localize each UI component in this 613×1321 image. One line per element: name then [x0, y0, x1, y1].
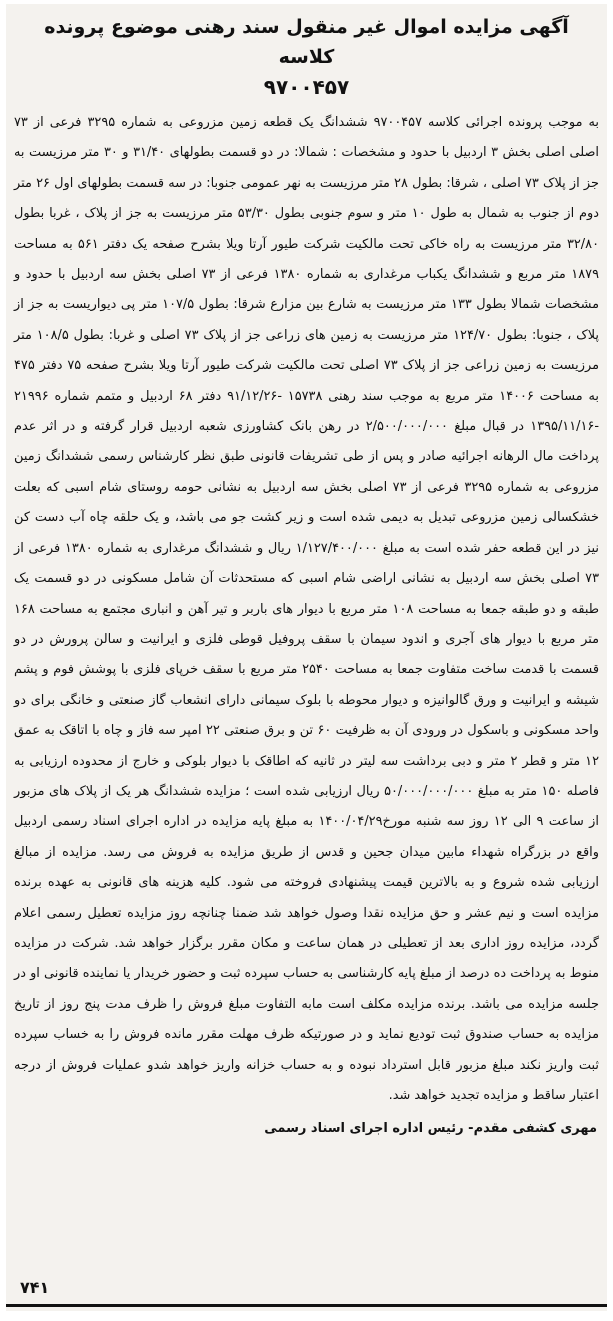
notice-title: آگهی مزایده اموال غیر منقول سند رهنی موضوع پرونده کلاسه [44, 16, 569, 68]
page-number: ۷۴۱ [20, 1278, 50, 1297]
notice-body: به موجب پرونده اجرائی کلاسه ۹۷۰۰۴۵۷ ششدانگ یک قطعه زمین مزروعی به شماره ۳۲۹۵ فرعی از ۷۳ اصلی اصلی بخش ۳ اردبیل با حدود و مشخصات : شمالا: در دو قسمت بطولهای ۳۱/۴۰ و ۳۰ متر مرزیست به جز از پلاک ۷۳ اصلی ، شرقا: بطول ۲۸ متر مرزیست به نهر عمومی جنوبا: در سه قسمت بطولهای اول ۲۶ متر دوم از جنوب به شمال به طول ۱۰ متر و سوم جنوبی بطول ۵۳/۳۰ متر مرزیست به جز از پلاک ، غربا بطول ۳۲/۸۰ متر مرزیست به راه خاکی تحت مالکیت شرکت طیور آرتا ویلا بشرح صفحه یک دفتر ۵۶۱ به مساحت ۱۸۷۹ متر مربع و ششدانگ یکباب مرغداری به شماره ۱۳۸۰ فرعی از ۷۳ اصلی بخش سه اردبیل با حدود و مشخصات شمالا بطول ۱۳۳ متر مرزیست به شارع بین مزارع شرقا: بطول ۱۰۷/۵ متر پی دیواریست به جز از پلاک ، جنوبا: بطول ۱۲۴/۷۰ متر مرزیست به زمین های زراعی جز از پلاک ۷۳ اصلی و غربا: بطول ۱۰۸/۵ متر مرزیست به زمین زراعی جز از پلاک ۷۳ اصلی تحت مالکیت شرکت طیور آرتا ویلا بشرح صفحه ۷۵ دفتر ۴۷۵ به مساحت ۱۴۰۰۶ متر مربع به موجب سند رهنی ۱۵۷۳۸ -۹۱/۱۲/۲۶ دفتر ۶۸ اردبیل و متمم شماره ۲۱۹۹۶ -۱۳۹۵/۱۱/۱۶ در قبال مبلغ ۲/۵۰۰/۰۰۰/۰۰۰ در رهن بانک کشاورزی شعبه اردبیل قرار گرفته و در اثر عدم پرداخت مال الرهانه اجرائیه صادر و پس از طی تشریفات قانونی طبق نظر کارشناس رسمی ششدانگ زمین مزروعی به شماره ۳۲۹۵ فرعی از ۷۳ اصلی بخش سه اردبیل به نشانی حومه روستای شام اسبی که بعلت خشکسالی زمین مزروعی تبدیل به دیمی شده است و زیر کشت جو می باشد، و یک حلقه چاه آب دست کن نیز در این قطعه حفر شده است به مبلغ ۱/۱۲۷/۴۰۰/۰۰۰ ریال و ششدانگ مرغداری به شماره ۱۳۸۰ فرعی از ۷۳ اصلی بخش سه اردبیل به نشانی اراضی شام اسبی که مستحدثات آن شامل مسکونی در دو قسمت یک طبقه و دو طبقه جمعا به مساحت ۱۰۸ متر مربع با دیوار های باربر و تیر آهن و انباری مجتمع به مساحت ۱۶۸ متر مربع با دیوار های آجری و اندود سیمان با سقف پروفیل قوطی فلزی و ایرانیت و سالن پرورش در دو قسمت با قدمت ساخت متفاوت جمعا به مساحت ۲۵۴۰ متر مربع با سقف خرپای فلزی با پوشش فوم و پشم شیشه و ایرانیت و ورق گالوانیزه و دیوار محوطه با بلوک سیمانی دارای انشعاب گاز صنعتی و خانگی برای دو واحد مسکونی و باسکول در ورودی آن به ظرفیت ۶۰ تن و برق صنعتی ۲۲ امپر سه فاز و چاه با اتاقک به عمق ۱۲ متر و قطر ۲ متر و دبی برداشت سه لیتر در ثانیه که اطاقک با دیوار بلوکی و خارج از محدوده ارزیابی به فاصله ۱۵۰ متر به مبلغ ۵۰/۰۰۰/۰۰۰/۰۰۰ ریال ارزیابی شده است ؛ مزایده ششدانگ هر یک از پلاک های مزبور از ساعت ۹ الی ۱۲ روز سه شنبه مورخ۱۴۰۰/۰۴/۲۹ به مبلغ پایه مزایده در اداره اجرای اسناد رسمی اردبیل واقع در بزرگراه شهداء مابین میدان جحین و قدس از طریق مزایده به فروش می رسد. مزایده از مبالغ ارزیابی شده شروع و به بالاترین قیمت پیشنهادی فروخته می شود. کلیه هزینه های قانونی به عهده برنده مزایده است و نیم عشر و حق مزایده نقدا وصول خواهد شد ضمنا چنانچه روز مزایده تعطیل رسمی اعلام گردد، مزایده روز اداری بعد از تعطیلی در همان ساعت و مکان مقرر برگزار خواهد شد. شرکت در مزایده منوط به پرداخت ده درصد از مبلغ پایه کارشناسی به حساب سپرده ثبت و حضور خریدار یا نماینده قانونی او در جلسه مزایده می باشد. برنده مزایده مکلف است مابه التفاوت مبلغ فروش را ظرف مدت پنج روز از تاریخ مزایده به حساب صندوق ثبت تودیع نماید و در صورتیکه ظرف مهلت مقرر مانده فروش را به خساب سپرده ثبت واریز نکند مبلغ مزبور قابل استرداد نبوده و به حساب خزانه واریز خواهد شدو عملیات فروش از درجه اعتبار ساقط و مزایده تجدید خواهد شد. [14, 115, 600, 1103]
case-number: ۹۷۰۰۴۵۷ [263, 75, 350, 99]
notice-clipping [6, 4, 607, 1311]
bottom-border-rule [6, 1304, 607, 1307]
signature-line: مهری کشفی مقدم- رئیس اداره اجرای اسناد رسمی [264, 1121, 597, 1137]
